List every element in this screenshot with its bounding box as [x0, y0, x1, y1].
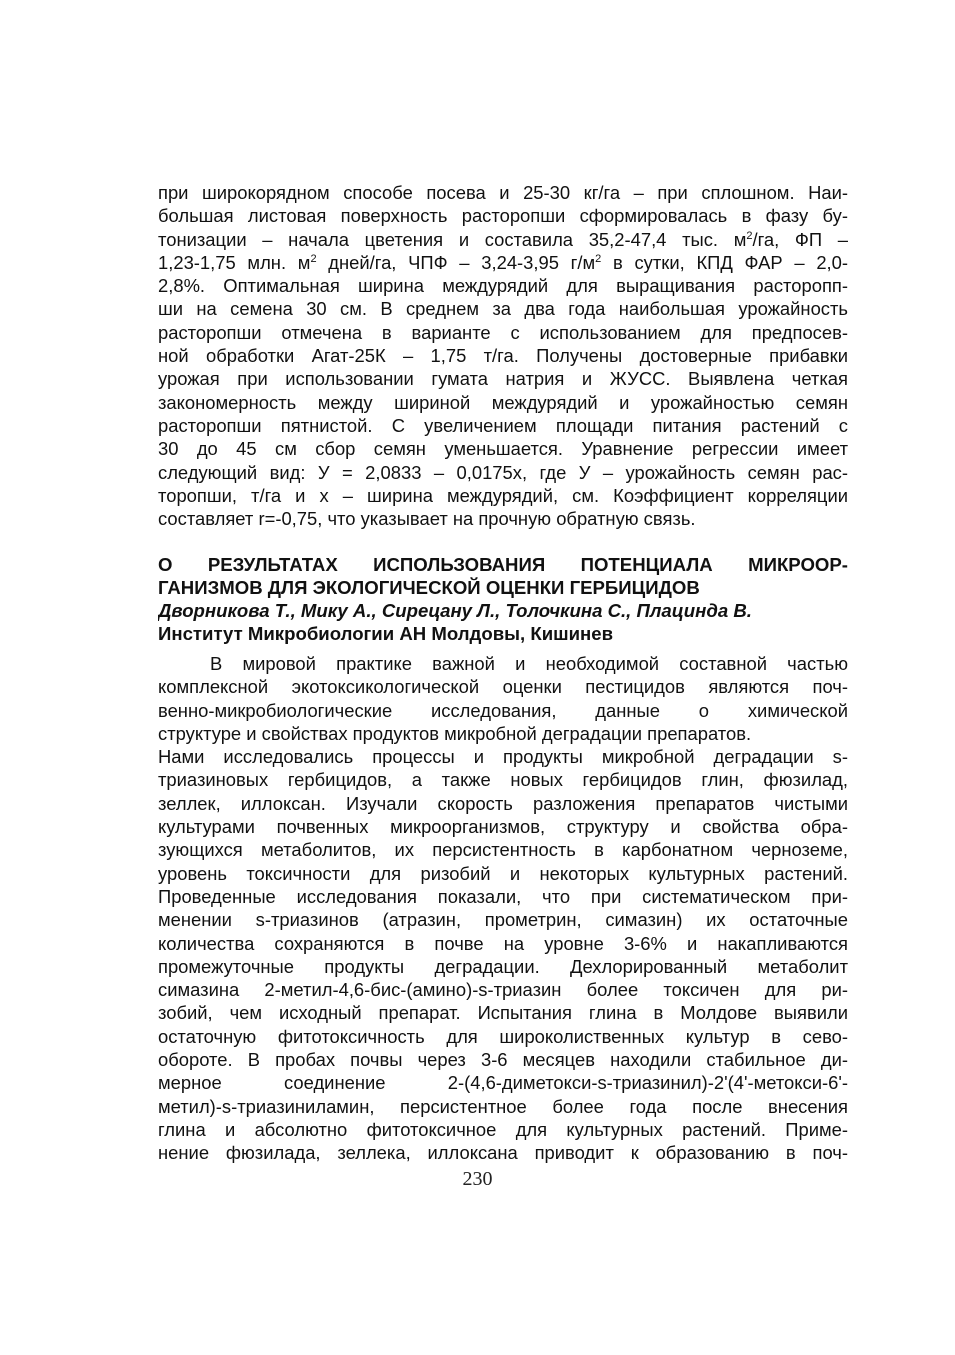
text-fragment: тонизации – начала цветения и составила 35,2-47,4 тыс. м	[158, 228, 747, 250]
article-title-line: О РЕЗУЛЬТАТАХ ИСПОЛЬЗОВАНИЯ ПОТЕНЦИАЛА МИКРООР-	[158, 554, 848, 575]
text-line	[158, 228, 848, 251]
text-line: В мировой практике важной и необходимой составной частью	[210, 653, 848, 674]
text-line: большая листовая поверхность расторопши сформировалась в фазу бу-	[158, 205, 848, 227]
text-line: зеллек, иллоксан. Изучали скорость разложения препаратов чистыми	[158, 792, 848, 814]
text-line: метил)-s-триазиниламин, персистентное более года после внесения	[158, 1095, 848, 1117]
article-heading	[158, 553, 848, 645]
text-line: промежуточные продукты деградации. Дехлорированный метаболит	[158, 955, 848, 977]
superscript: 2	[746, 229, 753, 242]
text-line: нение фюзилада, зеллека, иллоксана приводит к образованию в поч-	[158, 1142, 848, 1164]
text-line: количества сохраняются в почве на уровне 3-6% и накапливаются	[158, 932, 848, 954]
text-line: уровень токсичности для ризобий и некоторых культурных растений.	[158, 862, 848, 884]
text-line: закономерность между шириной междурядий и урожайностью семян	[158, 391, 848, 413]
superscript: 2	[595, 252, 602, 265]
text-line: триазиновых гербицидов, а также новых гербицидов глин, фюзилад,	[158, 769, 848, 791]
text-line: культурами почвенных микроорганизмов, структуру и свойства обра-	[158, 816, 848, 838]
text-line: менении s-триазинов (атразин, прометрин, симазин) их остаточные	[158, 909, 848, 931]
text-line: глина и абсолютно фитотоксичное для культурных растений. Приме-	[158, 1118, 848, 1140]
text-line: структуре и свойствах продуктов микробной деградации препаратов.	[158, 722, 752, 744]
superscript: 2	[310, 252, 317, 265]
text-line: при широкорядном способе посева и 25-30 кг/га – при сплошном. Наи-	[158, 182, 848, 203]
text-line: ной обработки Агат-25К – 1,75 т/га. Получены достоверные прибавки	[158, 345, 848, 367]
text-line: мерное соединение 2-(4,6-диметокси-s-триазинил)-2'(4'-метокси-6'-	[158, 1072, 848, 1094]
text-line: комплексной экотоксикологической оценки пестицидов являются поч-	[158, 676, 848, 698]
text-line: Нами исследовались процессы и продукты микробной деградации s-	[158, 746, 848, 768]
text-line: урожая при использовании гумата натрия и ЖУСС. Выявлена четкая	[158, 368, 848, 390]
article-institution: Институт Микробиологии АН Молдовы, Кишинев	[158, 623, 614, 644]
page-number: 230	[462, 1168, 493, 1190]
article-title-line: ГАНИЗМОВ ДЛЯ ЭКОЛОГИЧЕСКОЙ ОЦЕНКИ ГЕРБИЦИДОВ	[158, 577, 700, 598]
text-line: зующихся метаболитов, их персистентность в карбонатном черноземе,	[158, 839, 848, 861]
text-line: обороте. В пробах почвы через 3-6 месяцев находили стабильное ди-	[158, 1049, 848, 1071]
text-line: венно-микробиологические исследования, данные о химической	[158, 699, 848, 721]
text-fragment: 1,23-1,75 млн. м	[158, 251, 311, 273]
text-line: зобий, чем исходный препарат. Испытания глина в Молдове выявили	[158, 1002, 848, 1024]
text-line: Проведенные исследования показали, что при систематическом при-	[158, 885, 848, 907]
text-fragment: дней/га, ЧПФ – 3,24-3,95 г/м	[316, 251, 596, 273]
text-fragment: в сутки, КПД ФАР – 2,0-	[601, 251, 848, 273]
text-line: 2,8%. Оптимальная ширина междурядий для выращивания расторопп-	[158, 275, 848, 297]
text-line: расторопши отмечена в варианте с использованием для предпосев-	[158, 321, 848, 343]
text-line: 30 до 45 см сбор семян уменьшается. Уравнение регрессии имеет	[158, 438, 848, 460]
text-line: следующий вид: У = 2,0833 – 0,0175х, где У – урожайность семян рас-	[158, 461, 848, 483]
intro-paragraph	[158, 181, 848, 530]
text-line: торопши, т/га и х – ширина междурядий, см. Коэффициент корреляции	[158, 484, 848, 506]
text-line: остаточную фитотоксичность для широколиственных культур в сево-	[158, 1025, 848, 1047]
text-fragment: /га, ФП –	[752, 228, 848, 250]
text-line: симазина 2-метил-4,6-бис-(амино)-s-триазин более токсичен для ри-	[158, 979, 848, 1001]
article-body	[158, 652, 848, 1165]
text-line	[158, 251, 848, 274]
text-line: расторопши пятнистой. С увеличением площади питания растений с	[158, 414, 848, 436]
text-line: ши на семена 30 см. В среднем за два года наибольшая урожайность	[158, 298, 848, 320]
article-authors: Дворникова Т., Мику А., Сирецану Л., Толочкина С., Плацинда В.	[158, 600, 752, 621]
text-line: составляет r=-0,75, что указывает на прочную обратную связь.	[158, 508, 696, 530]
